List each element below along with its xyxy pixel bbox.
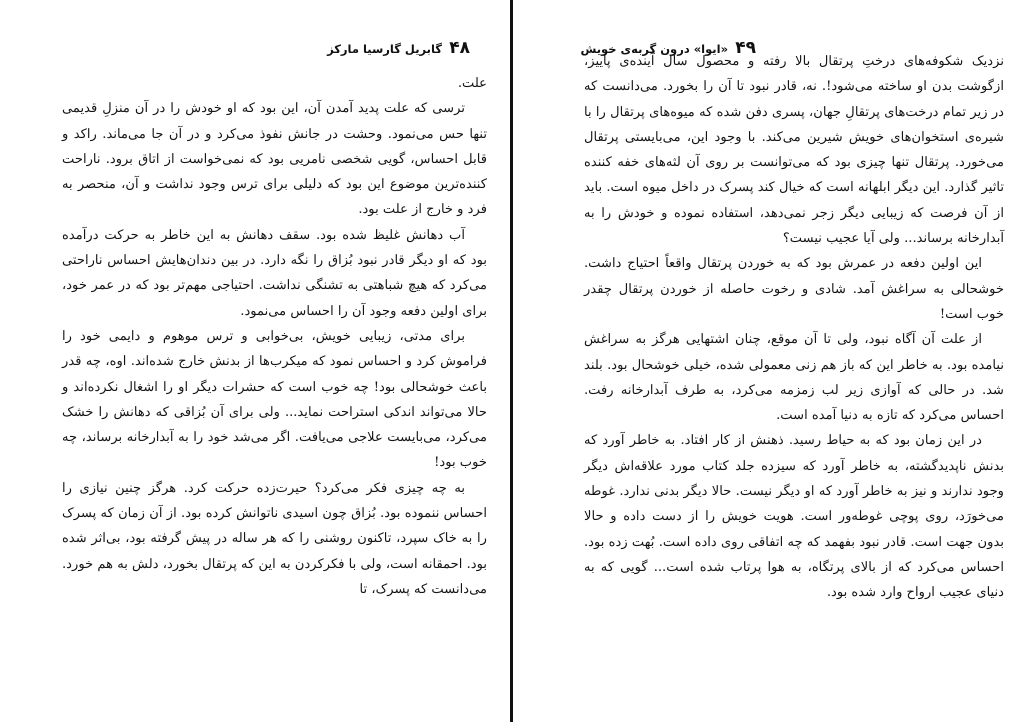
left-running-head — [318, 38, 470, 64]
page-number: ۴۸ — [449, 38, 470, 58]
right-page-text — [584, 49, 1004, 606]
page-number: ۴۹ — [735, 38, 756, 58]
author-name: گابریل گارسیا مارکز — [327, 42, 442, 56]
paragraph: آب دهانش غلیظ شده بود. سقف دهانش به این خاطر به حرکت درآمده بود که او دیگر قادر نبود بُزاق را نگه دارد. در بین دندان‌هایش احساس ناراحتی می‌کرد که هیچ شباهتی به تشنگی نداشت. احتیاجی مهم‌تر بود که در عمر خود، برای اولین دفعه وجود آن را احساس می‌نمود. — [62, 227, 487, 319]
paragraph: به چه چیزی فکر می‌کرد؟ حیرت‌زده حرکت کرد. هرگز چنین نیازی را احساس ننموده بود. بُزاق چون اسیدی ناتوانش کرده بود. از آن زمان که پسرک را به خاک سپرد، تاکنون روشنی را که هر ساله در پیش گرفته بود، بی‌اثر شده بود. احمقانه است، ولی با فکرکردن به این که پرتقال بخورد، دلش به هم خورد. می‌دانست که پسرک، تا — [62, 480, 487, 597]
paragraph: این اولین دفعه در عمرش بود که به خوردن پرتقال واقعاً احتیاج داشت. خوشحالی به سراغش آمد. شادی و رخوت حاصله از خوردن پرتقال چقدر خوب است! — [584, 256, 1004, 322]
paragraph: علت. — [457, 76, 487, 91]
left-page-text — [62, 71, 487, 602]
paragraph: در این زمان بود که به حیاط رسید. ذهنش از کار افتاد. به خاطر آورد که بدنش ناپدیدگشته، به خاطر آورد که سیزده جلد کتاب مورد علاقه‌اش دیگر وجود ندارند و نیز به خاطر آورد که او دیگر نیست. حالا دیگر بدنی ندارد. غوطه می‌خورَد، روی پوچی غوطه‌ور است. هویت خویش را از دست داده و حالا بدون جهت است. قادر نبود بفهمد که چه اتفاقی روی داده است. بُهت زده بود. احساس می‌کرد که از بالای پرتگاه، به هوا پرتاب شده است... گویی که به دنیای عجیب ارواح وارد شده بود. — [584, 433, 1004, 601]
paragraph: از علت آن آگاه نبود، ولی تا آن موقع، چنان اشتهایی هرگز به سراغش نیامده بود. به خاطر این که باز هم زنی معمولی شده، خیلی خوشحال بود. بلند شد. در حالی که آوازی زیر لب زمزمه می‌کرد، به طرف آبدارخانه رفت. احساس می‌کرد که تازه به دنیا آمده است. — [584, 332, 1004, 424]
paragraph: ترسی که علت پدید آمدن آن، این بود که او خودش را در آن منزلِ قدیمی تنها حس می‌نمود. وحشت در جانش نفوذ می‌کرد و در آن جا می‌ماند. راکد و قابل احساس، گویی شخصی نامریی بود که نمی‌خواست از اتاق برود. ناراحت کننده‌ترین موضوع این بود که دلیلی برای ترس وجود نداشت و آن، منحصر به فرد و خارج از علت بود. — [62, 101, 487, 218]
paragraph: برای مدتی، زیبایی خویش، بی‌خوابی و ترس موهوم و دایمی خود را فراموش کرد و احساس نمود که میکرب‌ها از بدنش خارج شده‌اند. اوه، چه قدر باعث خوشحالی بود! چه خوب است که حشرات دیگر او را اشغال نکرده‌اند و حالا می‌تواند اندکی استراحت نماید... ولی برای آن بُزاقی که دهانش را خشک می‌کرد، می‌بایست علاجی می‌یافت. اگر می‌شد خود را به آبدارخانه برساند، چه خوب بود! — [62, 328, 487, 471]
chapter-title: «ایوا» درون گربه‌ی خویش — [580, 42, 728, 56]
left-page — [0, 0, 513, 722]
right-page — [516, 0, 1028, 722]
paragraph: نزدیک شکوفه‌های درختِ پرتقال بالا رفته و محصول سال آینده‌ی پاییز، ازگوشت بدن او ساخته می‌شود!. نه، قادر نبود تا آن را بخورد. می‌دانست که در زیر تمام درخت‌های پرتقالِ جهان، پسری دفن شده که میوه‌های پرتقال را با شیره‌ی استخوان‌های خویش شیرین می‌کند. با وجود این، می‌بایستی پرتقال می‌خورد. پرتقال تنها چیزی بود که می‌توانست بر روی آن لثه‌های خفه کننده تاثیر گذارد. این دیگر ابلهانه است که خیال کند پسرک در داخل میوه است. باید از آن فرصت که زیبایی دیگر زجر نمی‌دهد، استفاده نموده و خودش را به آبدارخانه برساند... ولی آیا عجیب نیست؟ — [584, 54, 1004, 247]
